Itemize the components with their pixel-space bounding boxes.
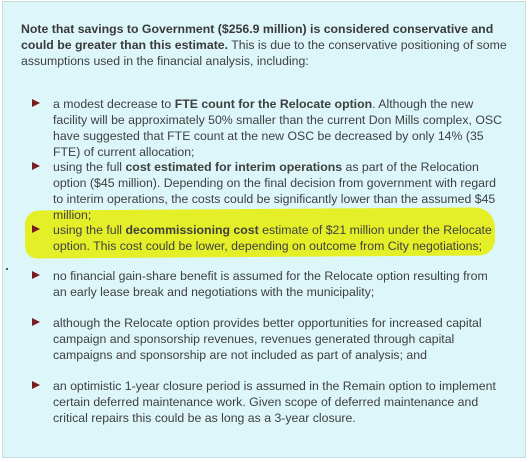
list-item <box>32 96 502 160</box>
list-item-text: an optimistic 1-year closure period is assumed in the Remain option to implement certain deferred maintenance work. Given scope of deferred maintenance and critical repairs this could be as long as a 3-year closure. <box>53 379 496 425</box>
bullet-arrow-icon <box>32 162 40 170</box>
bullet-arrow-icon <box>32 318 40 326</box>
list-item-text: using the full decommissioning cost estimate of $21 million under the Relocate option. This cost could be lower, depending on outcome from City negotiations; <box>53 223 492 253</box>
intro-bold-text: Note that savings to Government ($256.9 million) is considered conservative and could be greater than this estimate. <box>21 22 494 52</box>
list-item <box>32 378 502 426</box>
list-item <box>32 315 502 363</box>
intro-text: This is due to the conservative positioning of some assumptions used in the financial analysis, including: <box>21 38 507 68</box>
list-item <box>32 268 502 300</box>
bullet-arrow-icon <box>32 381 40 389</box>
list-item-text: although the Relocate option provides better opportunities for increased capital campaign and sponsorship revenues, revenues generated through capital campaigns and sponsorship are not included as part of analysis; and <box>53 316 482 362</box>
list-item <box>32 159 502 223</box>
document-panel <box>2 1 526 458</box>
list-item <box>32 222 502 254</box>
intro-paragraph <box>21 21 516 69</box>
list-item-text: no financial gain-share benefit is assumed for the Relocate option resulting from an early lease break and negotiations with the municipality; <box>53 269 488 299</box>
bullet-arrow-icon <box>32 99 40 107</box>
bullet-arrow-icon <box>32 271 40 279</box>
list-item-text: a modest decrease to FTE count for the Relocate option. Although the new facility will be approximately 50% smaller than the current Don Mills complex, OSC have suggested that FTE count at the new OSC be decreased by only 14% (35 FTE) of current allocation; <box>53 97 503 159</box>
list-item-text: using the full cost estimated for interim operations as part of the Relocation option ($45 million). Depending on the final decision from government with regard to interim operations, the costs could be significantly lower than the assumed $45 million; <box>53 160 496 222</box>
stray-dot <box>6 268 8 270</box>
bullet-arrow-icon <box>32 225 40 233</box>
